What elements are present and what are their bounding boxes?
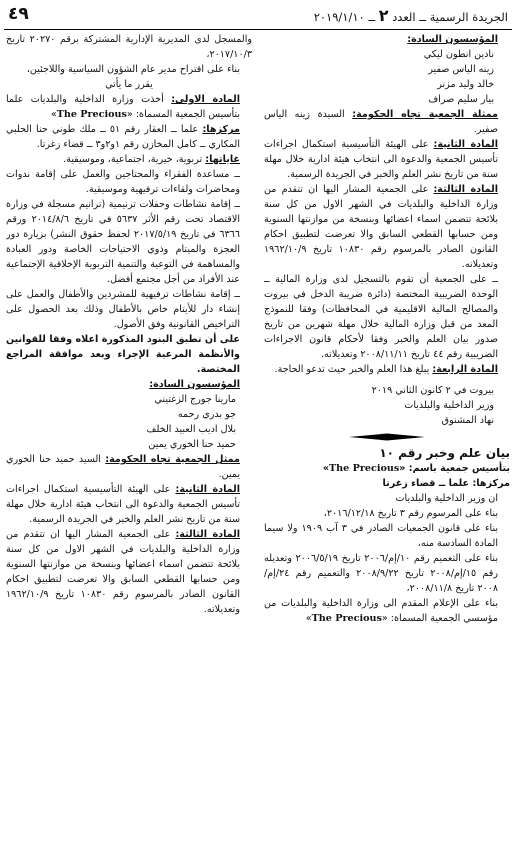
title-prefix: الجريدة الرسمية ــ العدد: [392, 10, 508, 24]
article-2-label: المادة الثانية:: [175, 484, 240, 495]
intro-line: [264, 596, 510, 626]
intro-5-suffix: »: [305, 613, 312, 624]
intro-5-latin: The Precious: [311, 613, 382, 624]
representative-text: السيد حميد حنا الخوري يمين.: [6, 454, 240, 480]
article-4: [264, 362, 510, 377]
article-1: [6, 92, 252, 122]
founder-name: بيار سليم صراف: [428, 94, 494, 105]
continuation-line: بناء على اقتراح مدير عام الشؤون السياسية واللاجئين،: [26, 64, 240, 75]
founder-name: زينه الياس صفير: [428, 64, 494, 75]
article-2-text: على الهيئة التأسيسية استكمال اجراءات تأسيس الجمعية والدعوة الى انتخاب هيئة ادارية خلال مهلة سنة من تاريخ نشر العلم والخبر في الجريدة الرسمية.: [264, 139, 498, 180]
article-2: [264, 137, 510, 182]
title-date: ــ ٢٠١٩/١/١٠: [313, 10, 376, 24]
signature-date: بيروت في ٢ كانون الثاني ٢٠١٩: [371, 385, 494, 396]
article-4-text: يبلغ هذا العلم والخبر حيث تدعو الحاجة.: [274, 364, 433, 375]
goal-item: ــ إقامة نشاطات وحفلات ترنيمية (ترانيم مسجلة في وزارة الاقتصاد تحت رقم الأثر ٥٦٣٧ في تاريخ ٢٠١٤/٨/٦ ورقم ٦٣٦٦ في تاريخ ٢٠١٧/٥/١٩ لحفظ حقوق النشر) بزيارة دور العجزة والميتام وذوي الاحتياجات الخاصة ودور العبادة والمساهمة في التوعية والتنمية التربوية الإخلاقية الإجتماعية عند الأفراد من أجل مجتمع أفضل.: [6, 199, 240, 285]
conditions-paragraph: على أن تطبق البنود المذكورة اعلاه وفقا للقوانين والأنظمة المرعية الإجراء وبعد موافقة المراجع المختصة.: [6, 334, 240, 375]
article-2: [6, 482, 252, 527]
representative-label: ممثلة الجمعية تجاه الحكومة:: [352, 109, 498, 120]
page-number: ٤٩: [8, 4, 29, 24]
goal-item: ــ إقامة نشاطات ترفيهية للمشردين والأطفال والعمل على إنشاء دار للأيتام خاص بالأطفال وذلك بعد الحصول على التراخيص القانونية وفق الأصول.: [6, 289, 240, 330]
founder-name: نادين انطون ليكي: [423, 49, 494, 60]
founder-name: بلال اديب العبيد الخلف: [146, 424, 236, 435]
gazette-title: [314, 6, 508, 25]
intro-line: ان وزير الداخلية والبلديات: [395, 493, 498, 504]
headquarters: [6, 122, 252, 152]
founder-name: جو بدري رحمه: [177, 409, 236, 420]
notice-subtitle-suffix: »: [322, 463, 330, 474]
issue-number: ٢: [378, 6, 389, 25]
notice-subtitle-latin: The Precious: [329, 463, 400, 474]
goal-item: ــ مساعدة الفقراء والمحتاجين والعمل على إقامة ندوات ومحاضرات ولقاءات ترفيهية وموسيقية.: [6, 169, 240, 195]
article-2-label: المادة الثانية:: [433, 139, 498, 150]
article-1-suffix: »: [50, 109, 57, 120]
article-3-label: المادة الثالثة:: [433, 184, 498, 195]
article-1-label: المادة الاولى:: [171, 94, 240, 105]
signature-name: نهاد المشنوق: [441, 415, 494, 426]
continuation-line: والمسجل لدى المديرية الإدارية المشتركة برقم ٢٠٢٧٠ تاريخ ٢٠١٧/١٠/٣،: [6, 34, 252, 60]
founders-heading: المؤسسون السادة:: [149, 379, 240, 390]
intro-line: بناء على التعميم رقم ١٠/إم/٢٠٠٦ تاريخ ٢٠٠٦/٥/١٩ وتعديله رقم ١٥/إم/٢٠٠٨ تاريخ ٢٠٠٨/٩/٢٢ والتعميم رقم ٢٤/إم/٢٠٠٨ تاريخ ٢٠٠٨/١١/٨،: [264, 553, 498, 594]
founder-name: خالد وليد مزنر: [437, 79, 494, 90]
founder-name: مارينا جورج الزغتيني: [154, 394, 236, 405]
representative-paragraph: [6, 452, 252, 482]
representative-paragraph: [264, 107, 510, 137]
representative-text: السيدة زينه الياس صفير.: [264, 109, 498, 135]
divider-ornament-icon: [347, 432, 427, 442]
article-1-prefix: أخذت وزارة الداخلية والبلديات علما بتأسيس الجمعية المسماة: «: [6, 94, 240, 120]
tax-registration-note: ــ على الجمعية أن تقوم بالتسجيل لدى وزارة المالية ــ الوحدة الضريبية المختصة (دائرة ضريبة الدخل في بيروت والمصالح المالية الاقليمية في المحافظات) وفقا للنموذج المعد من قبل وزارة المالية خلال مهلة شهرين من تاريخ صدور بيان العلم والخبر وفقا لأحكام قانون الاجراءات الضريبية رقم ٤٤ تاريخ ٢٠٠٨/١١/١١ وتعديلاته.: [264, 274, 498, 360]
notice-subtitle: [264, 461, 510, 476]
notice-headquarters: مركزها: علما ــ قضاء زغرتا: [382, 478, 510, 489]
intro-line: بناء على قانون الجمعيات الصادر في ٣ آب ١٩٠٩ ولا سيما المادة السادسة منه،: [264, 523, 499, 549]
article-4-label: المادة الرابعة:: [432, 364, 498, 375]
article-2-text: على الهيئة التأسيسية استكمال اجراءات تأسيس الجمعية والدعوة الى انتخاب هيئة ادارية خلال مهلة سنة من تاريخ نشر العلم والخبر في الجريدة الرسمية.: [6, 484, 240, 525]
right-column: [264, 32, 510, 852]
article-3-label: المادة الثالثة:: [175, 529, 240, 540]
page-header: [4, 2, 512, 28]
representative-label: ممثل الجمعية تجاه الحكومة:: [105, 454, 240, 465]
goals-label: غاياتها:: [205, 154, 240, 165]
goals: [6, 152, 252, 167]
article-3: [6, 527, 252, 617]
founders-heading: المؤسسون السادة:: [407, 34, 498, 45]
goals-text: تربوية، خيرية، اجتماعية، وموسيقية.: [63, 154, 206, 165]
left-column: [6, 32, 252, 852]
headquarters-text: علما ــ العقار رقم ٥١ ــ ملك طوني حنا الحلبي المكاري ــ كامل المخازن رقم ١و٢و٣ ــ قضاء زغرتا.: [6, 124, 240, 150]
article-3-text: على الجمعية المشار اليها ان تتقدم من وزارة الداخلية والبلديات في الشهر الاول من كل سنة بلائحة تتضمن اسماء اعضائها وبنسخة من موازنتها السنوية ومن حسابها القطعي السابق والا تعرضت لتطبيق احكام القانون الصادر بالمرسوم رقم ١٠٨٣٠ تاريخ ١٩٦٢/١٠/٩ وتعديلاته.: [6, 529, 240, 615]
article-1-latin: The Precious: [56, 109, 127, 120]
article-3-text: على الجمعية المشار اليها ان تتقدم من وزارة الداخلية والبلديات في الشهر الاول من كل سنة بلائحة تتضمن اسماء اعضائها وبنسخة من موازنتها السنوية ومن حسابها القطعي السابق والا تعرضت لتطبيق احكام القانون الصادر بالمرسوم رقم ١٠٨٣٠ تاريخ ١٩٦٢/١٠/٩ وتعديلاته.: [264, 184, 498, 270]
section-divider: [264, 431, 510, 443]
decides-line: يقرر ما يأتي: [105, 79, 153, 90]
founder-name: حميد حنا الخوري يمين: [148, 439, 236, 450]
intro-5-prefix: بناء على الإعلام المقدم الى وزارة الداخلية والبلديات من مؤسسي الجمعية المسماة: «: [264, 598, 498, 624]
header-rule: [4, 29, 512, 30]
headquarters-label: مركزها:: [202, 124, 240, 135]
article-3: [264, 182, 510, 272]
notice-title: بيان علم وخبر رقم ١٠: [379, 446, 510, 460]
signature-title: وزير الداخلية والبلديات: [404, 400, 494, 411]
intro-line: بناء على المرسوم رقم ٣ تاريخ ٢٠١٦/١٢/١٨،: [323, 508, 498, 519]
notice-subtitle-prefix: بتأسيس جمعية باسم: «: [399, 463, 510, 474]
